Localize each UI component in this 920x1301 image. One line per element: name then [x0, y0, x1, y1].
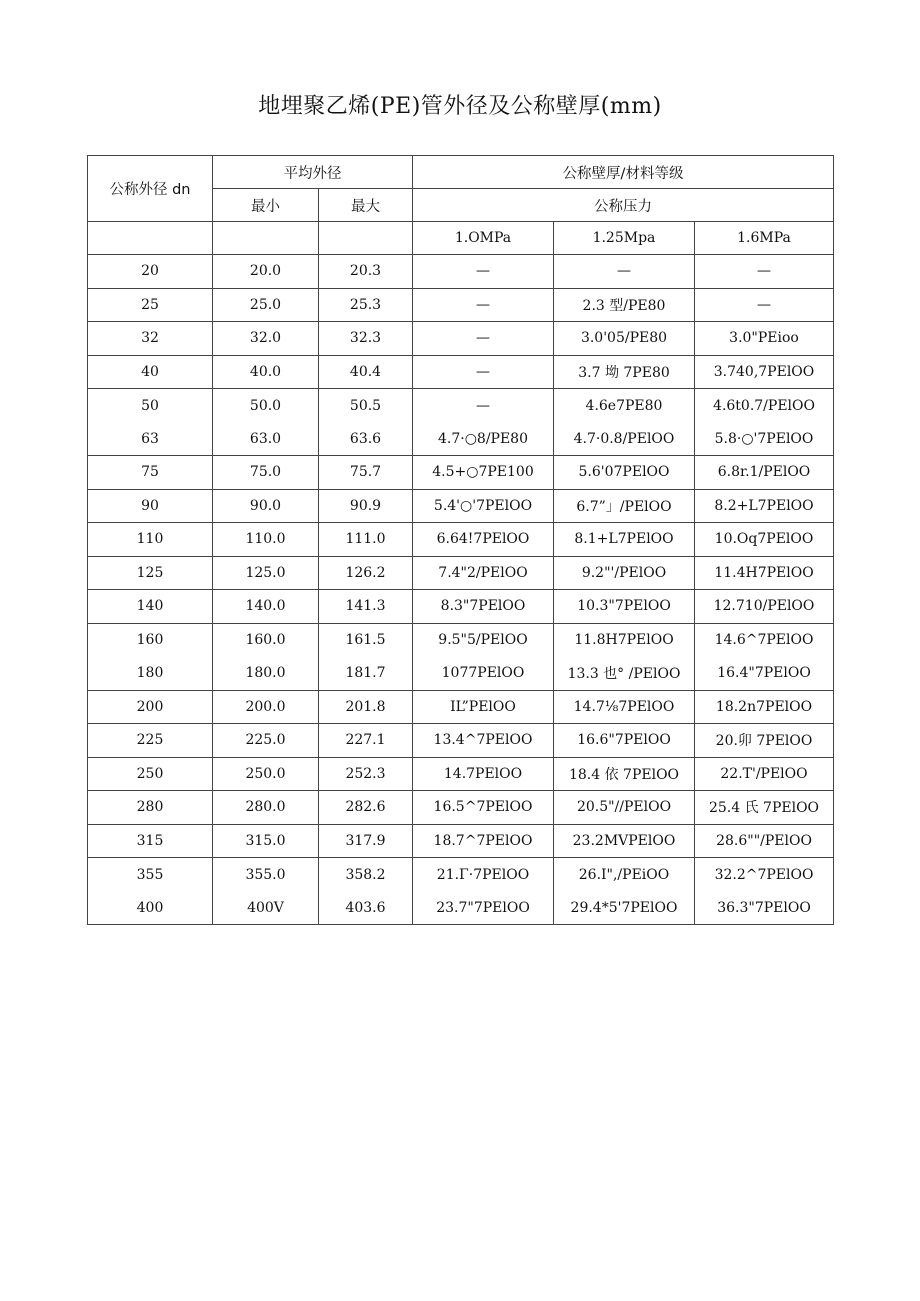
cell-p2: 10.3"7PElOO: [554, 590, 695, 624]
cell-p2: 8.1+L7PElOO: [554, 523, 695, 557]
cell-p1: 4.5+○7PE100: [413, 456, 554, 490]
cell-min: 355.0: [213, 858, 319, 892]
table-row: [88, 858, 834, 892]
cell-dn: 355: [88, 858, 213, 892]
table-row: [88, 255, 834, 289]
table-row: [88, 690, 834, 724]
table-row: [88, 523, 834, 557]
cell-max: 141.3: [319, 590, 413, 624]
pe-pipe-table: [87, 155, 834, 925]
cell-max: 161.5: [319, 623, 413, 657]
cell-max: 358.2: [319, 858, 413, 892]
cell-p2: 4.6e7PE80: [554, 389, 695, 423]
cell-p2: 16.6"7PElOO: [554, 724, 695, 758]
cell-min: 140.0: [213, 590, 319, 624]
cell-p2: 5.6'07PElOO: [554, 456, 695, 490]
cell-p1: —: [413, 288, 554, 322]
cell-min: 90.0: [213, 489, 319, 523]
table-row: [88, 824, 834, 858]
cell-p3: —: [695, 255, 834, 289]
cell-min: 75.0: [213, 456, 319, 490]
cell-dn: 400: [88, 891, 213, 925]
cell-p3: —: [695, 288, 834, 322]
cell-dn: 160: [88, 623, 213, 657]
table-row: [88, 891, 834, 925]
cell-p3: 12.710/PElOO: [695, 590, 834, 624]
cell-p3: 8.2+L7PElOO: [695, 489, 834, 523]
cell-p2: 29.4*5'7PElOO: [554, 891, 695, 925]
cell-min: 25.0: [213, 288, 319, 322]
header-wall: 公称壁厚/材料等级: [413, 156, 834, 189]
table-row: [88, 489, 834, 523]
cell-max: 20.3: [319, 255, 413, 289]
cell-dn: 200: [88, 690, 213, 724]
header-p2: 1.25Mpa: [554, 222, 695, 255]
cell-min: 400V: [213, 891, 319, 925]
cell-min: 50.0: [213, 389, 319, 423]
cell-p1: 1077PElOO: [413, 657, 554, 691]
table-row: [88, 791, 834, 825]
cell-p1: 8.3"7PElOO: [413, 590, 554, 624]
header-blank: [88, 222, 213, 255]
cell-p3: 16.4"7PElOO: [695, 657, 834, 691]
cell-p2: 9.2"'/PElOO: [554, 556, 695, 590]
cell-p3: 11.4H7PElOO: [695, 556, 834, 590]
cell-p3: 36.3"7PElOO: [695, 891, 834, 925]
cell-min: 110.0: [213, 523, 319, 557]
table-row: [88, 623, 834, 657]
cell-min: 160.0: [213, 623, 319, 657]
cell-min: 40.0: [213, 355, 319, 389]
cell-max: 282.6: [319, 791, 413, 825]
cell-p3: 18.2n7PElOO: [695, 690, 834, 724]
cell-p3: 20.卯 7PElOO: [695, 724, 834, 758]
cell-dn: 25: [88, 288, 213, 322]
cell-dn: 20: [88, 255, 213, 289]
cell-p2: 23.2MVPElOO: [554, 824, 695, 858]
cell-p1: —: [413, 355, 554, 389]
cell-p2: 3.0'05/PE80: [554, 322, 695, 356]
page-title: 地埋聚乙烯(PE)管外径及公称壁厚(mm): [258, 94, 662, 119]
cell-dn: 315: [88, 824, 213, 858]
cell-p3: 5.8·○'7PElOO: [695, 422, 834, 456]
cell-max: 111.0: [319, 523, 413, 557]
cell-max: 403.6: [319, 891, 413, 925]
cell-p2: 11.8H7PElOO: [554, 623, 695, 657]
cell-p2: 20.5"//PElOO: [554, 791, 695, 825]
cell-p1: 23.7"7PElOO: [413, 891, 554, 925]
cell-max: 227.1: [319, 724, 413, 758]
cell-dn: 140: [88, 590, 213, 624]
cell-max: 40.4: [319, 355, 413, 389]
table-row: [88, 355, 834, 389]
cell-dn: 110: [88, 523, 213, 557]
cell-dn: 32: [88, 322, 213, 356]
cell-p2: —: [554, 255, 695, 289]
cell-p3: 4.6t0.7/PElOO: [695, 389, 834, 423]
table-row: [88, 757, 834, 791]
cell-p2: 6.7”」/PElOO: [554, 489, 695, 523]
cell-p1: 16.5^7PElOO: [413, 791, 554, 825]
cell-min: 280.0: [213, 791, 319, 825]
cell-max: 32.3: [319, 322, 413, 356]
cell-p2: 18.4 依 7PElOO: [554, 757, 695, 791]
cell-p2: 4.7·0.8/PElOO: [554, 422, 695, 456]
header-dn: 公称外径 dn: [88, 156, 213, 222]
cell-max: 126.2: [319, 556, 413, 590]
cell-max: 252.3: [319, 757, 413, 791]
header-row-3: [88, 222, 834, 255]
cell-min: 225.0: [213, 724, 319, 758]
cell-max: 25.3: [319, 288, 413, 322]
cell-p3: 6.8r.1/PElOO: [695, 456, 834, 490]
cell-p1: 21.Γ·7PElOO: [413, 858, 554, 892]
cell-dn: 225: [88, 724, 213, 758]
table-row: [88, 456, 834, 490]
cell-min: 180.0: [213, 657, 319, 691]
cell-p1: 18.7^7PElOO: [413, 824, 554, 858]
cell-max: 50.5: [319, 389, 413, 423]
cell-p2: 26.I",/PEiOO: [554, 858, 695, 892]
table-row: [88, 422, 834, 456]
cell-min: 20.0: [213, 255, 319, 289]
cell-dn: 50: [88, 389, 213, 423]
table-row: [88, 657, 834, 691]
cell-dn: 90: [88, 489, 213, 523]
header-avg-od: 平均外径: [213, 156, 413, 189]
cell-p1: 9.5"5/PElOO: [413, 623, 554, 657]
cell-p2: 3.7 坳 7PE80: [554, 355, 695, 389]
cell-min: 32.0: [213, 322, 319, 356]
header-row-1: [88, 156, 834, 189]
cell-p1: —: [413, 322, 554, 356]
cell-p3: 25.4 氏 7PElOO: [695, 791, 834, 825]
cell-p3: 32.2^7PElOO: [695, 858, 834, 892]
table-row: [88, 724, 834, 758]
cell-dn: 250: [88, 757, 213, 791]
table-row: [88, 288, 834, 322]
cell-p1: —: [413, 389, 554, 423]
cell-max: 75.7: [319, 456, 413, 490]
cell-p1: 5.4'○'7PElOO: [413, 489, 554, 523]
cell-p1: 13.4^7PElOO: [413, 724, 554, 758]
table-row: [88, 590, 834, 624]
cell-max: 63.6: [319, 422, 413, 456]
header-blank: [319, 222, 413, 255]
cell-p3: 3.740,7PElOO: [695, 355, 834, 389]
cell-p3: 3.0"PEioo: [695, 322, 834, 356]
cell-p3: 14.6^7PElOO: [695, 623, 834, 657]
table-row: [88, 556, 834, 590]
cell-min: 200.0: [213, 690, 319, 724]
cell-dn: 125: [88, 556, 213, 590]
header-blank: [213, 222, 319, 255]
cell-p1: —: [413, 255, 554, 289]
cell-dn: 280: [88, 791, 213, 825]
cell-p1: IL”PElOO: [413, 690, 554, 724]
cell-p1: 14.7PElOO: [413, 757, 554, 791]
header-max: 最大: [319, 189, 413, 222]
header-min: 最小: [213, 189, 319, 222]
cell-dn: 180: [88, 657, 213, 691]
cell-p2: 13.3 也° /PElOO: [554, 657, 695, 691]
cell-p3: 28.6""/PElOO: [695, 824, 834, 858]
cell-dn: 75: [88, 456, 213, 490]
cell-max: 317.9: [319, 824, 413, 858]
header-pressure: 公称压力: [413, 189, 834, 222]
cell-p2: 14.7⅛7PElOO: [554, 690, 695, 724]
cell-p3: 22.T'/PElOO: [695, 757, 834, 791]
cell-max: 201.8: [319, 690, 413, 724]
header-p1: 1.OMPa: [413, 222, 554, 255]
cell-p1: 7.4"2/PElOO: [413, 556, 554, 590]
cell-max: 90.9: [319, 489, 413, 523]
cell-dn: 40: [88, 355, 213, 389]
table-row: [88, 322, 834, 356]
cell-min: 125.0: [213, 556, 319, 590]
header-p3: 1.6MPa: [695, 222, 834, 255]
cell-max: 181.7: [319, 657, 413, 691]
cell-p1: 6.64!7PElOO: [413, 523, 554, 557]
table-row: [88, 389, 834, 423]
cell-p1: 4.7·○8/PE80: [413, 422, 554, 456]
cell-p2: 2.3 型/PE80: [554, 288, 695, 322]
cell-dn: 63: [88, 422, 213, 456]
cell-min: 250.0: [213, 757, 319, 791]
cell-p3: 10.Oq7PElOO: [695, 523, 834, 557]
cell-min: 315.0: [213, 824, 319, 858]
cell-min: 63.0: [213, 422, 319, 456]
